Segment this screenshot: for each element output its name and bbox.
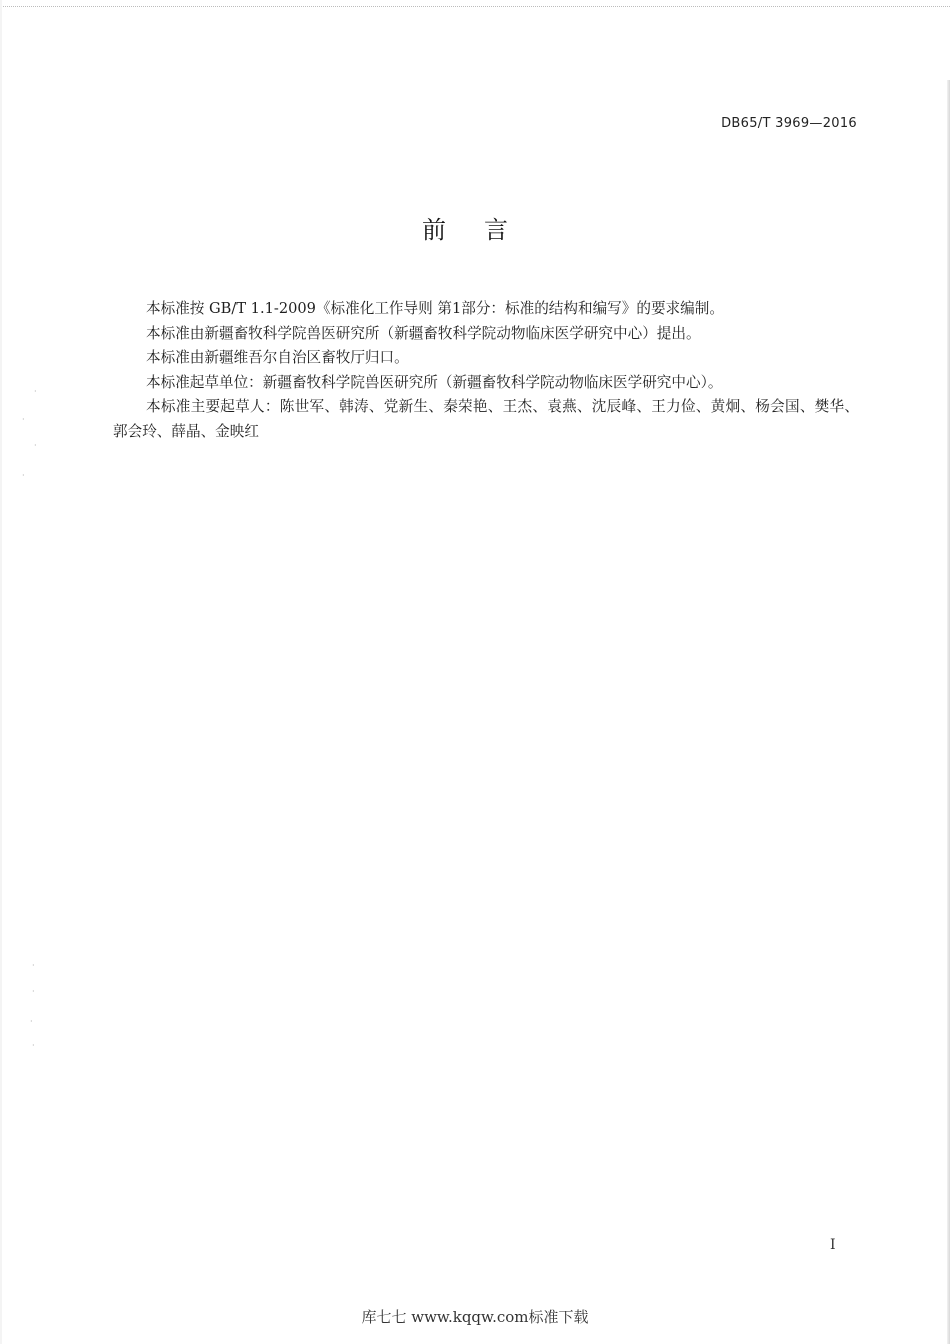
footer-watermark: 库七七 www.kqqw.com标准下载 xyxy=(361,1308,589,1326)
scan-speck: · xyxy=(34,387,37,396)
scan-left-edge xyxy=(0,0,2,1344)
page-title: 前言 xyxy=(422,216,546,244)
paragraph-proposer: 本标准由新疆畜牧科学院兽医研究所（新疆畜牧科学院动物临床医学研究中心）提出。 xyxy=(146,324,701,342)
paragraph-drafting-unit: 本标准起草单位：新疆畜牧科学院兽医研究所（新疆畜牧科学院动物临床医学研究中心）。 xyxy=(146,373,723,391)
scan-speck: · xyxy=(22,415,25,424)
scan-speck: · xyxy=(34,441,37,450)
scan-speck: · xyxy=(32,987,35,996)
paragraph-administration: 本标准由新疆维吾尔自治区畜牧厅归口。 xyxy=(146,349,409,366)
scan-speck: · xyxy=(30,1017,33,1026)
scan-speck: · xyxy=(32,1041,35,1050)
scan-speck: · xyxy=(22,471,25,480)
scan-top-edge xyxy=(0,0,950,7)
scan-speck: · xyxy=(32,961,35,970)
paragraph-drafters: 本标准主要起草人：陈世军、韩涛、党新生、秦荣艳、王杰、袁燕、沈辰峰、王力俭、黄炯、杨会国、樊华、郭会玲、薛晶、金映红 xyxy=(113,398,859,440)
document-code: DB65/T 3969—2016 xyxy=(721,116,857,131)
foreword-body xyxy=(113,297,859,444)
paragraph-standard-basis: 本标准按 GB/T 1.1-2009《标准化工作导则 第1部分：标准的结构和编写》的要求编制。 xyxy=(146,300,724,317)
page-number: I xyxy=(830,1237,836,1253)
